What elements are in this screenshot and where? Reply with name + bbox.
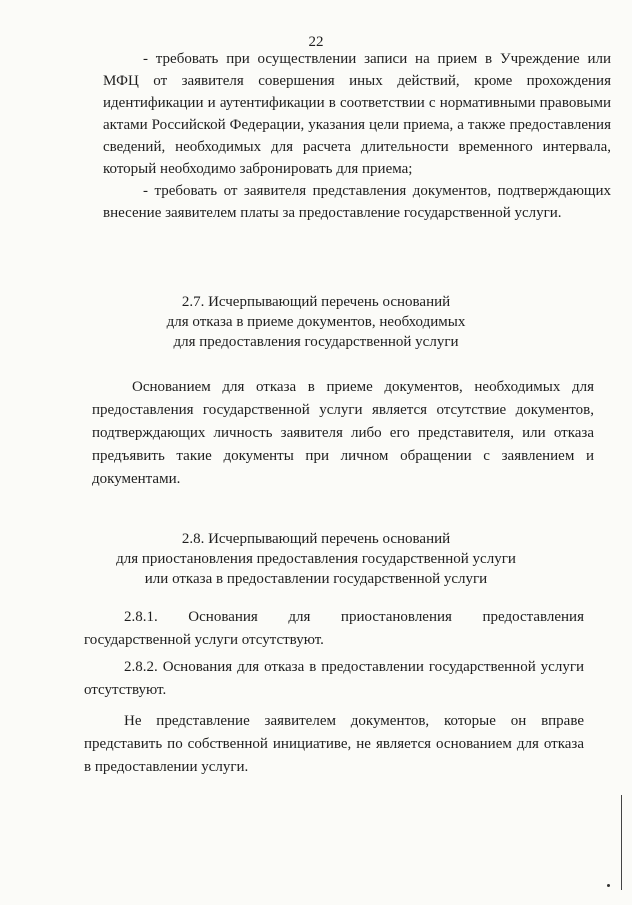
paragraph-appointment-restriction: - требовать при осуществлении записи на прием в Учреждение или МФЦ от заявителя совершения иных действий, кроме прохождения идентификации и аутентификации в соответствии с нормативными правовыми актами Российской Федерации, указания цели приема, а также предоставления сведений, необходимых для расчета длительности временного интервала, который необходимо забронировать для приема;	[103, 51, 611, 177]
page-number: 22	[308, 34, 324, 50]
heading-line: 2.7. Исчерпывающий перечень оснований	[181, 294, 451, 310]
paragraph-payment-documents: - требовать от заявителя представления документов, подтверждающих внесение заявителем платы за предоставление государственной услуги.	[103, 183, 611, 221]
paragraph-refusal-grounds: Основанием для отказа в приеме документов, необходимых для предоставления государственной услуги является отсутствие документов, подтверждающих личность заявителя либо его представителя, или отказа предъявить такие документы при личном обращении с заявлением и документами.	[92, 379, 594, 487]
paragraph-non-submission: Не представление заявителем документов, которые он вправе представить по собственной инициативе, не является основанием для отказа в предоставлении услуги.	[84, 713, 584, 775]
heading-line: 2.8. Исчерпывающий перечень оснований	[181, 531, 451, 547]
section-2-8-heading	[60, 529, 572, 589]
section-2-7-body	[92, 376, 594, 491]
heading-line: для отказа в приеме документов, необходимых	[166, 314, 466, 330]
section-2-7-heading	[60, 292, 572, 352]
scan-mark	[607, 884, 610, 887]
paragraph-2-8-2: 2.8.2. Основания для отказа в предоставлении государственной услуги отсутствуют.	[84, 659, 584, 698]
heading-line: или отказа в предоставлении государственной услуги	[144, 571, 488, 587]
heading-line: для предоставления государственной услуги	[173, 334, 459, 350]
scan-edge-line	[621, 795, 622, 890]
requirements-block	[103, 48, 611, 224]
heading-line: для приостановления предоставления государственной услуги	[116, 551, 516, 567]
paragraph-2-8-1: 2.8.1. Основания для приостановления предоставления государственной услуги отсутствуют.	[84, 609, 584, 648]
section-2-8-body	[84, 606, 584, 779]
